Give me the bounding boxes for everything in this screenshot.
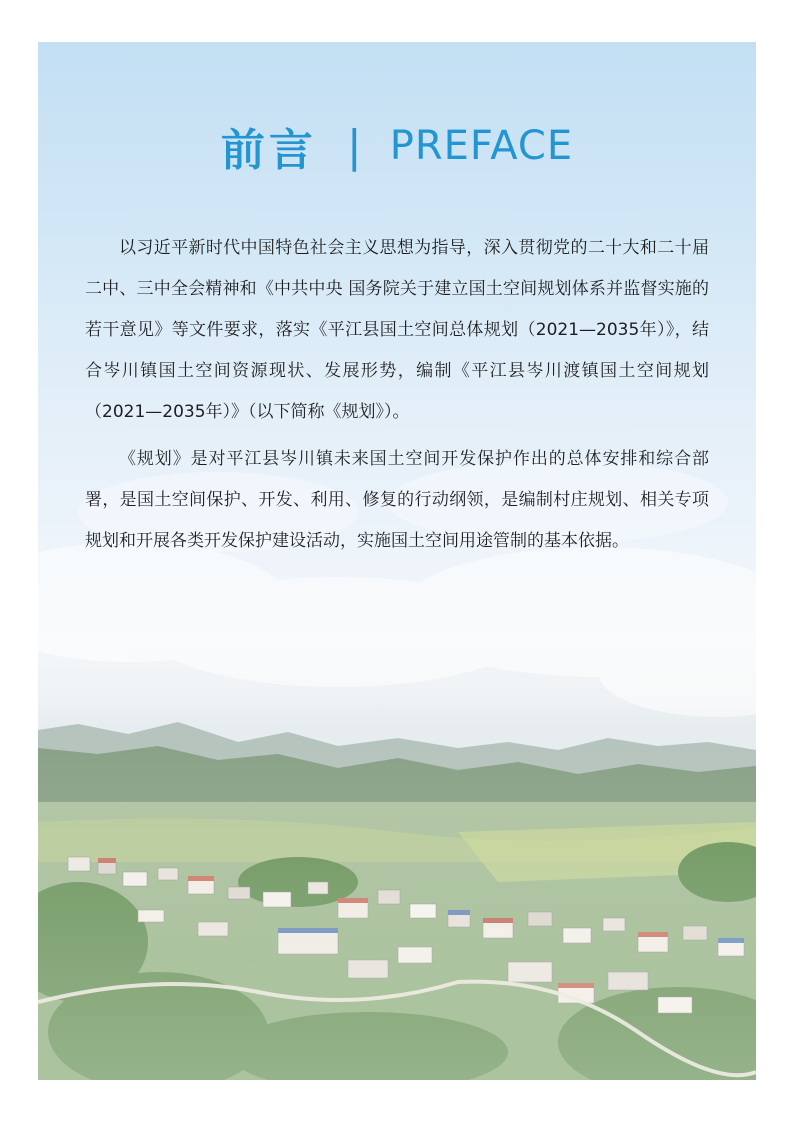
page-title (38, 114, 756, 178)
title-chinese: 前言 (220, 125, 317, 176)
preface-body (85, 228, 709, 568)
title-separator: | (346, 120, 362, 172)
paragraph-1: 以习近平新时代中国特色社会主义思想为指导，深入贯彻党的二十大和二十届二中、三中全会精神和《中共中央 国务院关于建立国土空间规划体系并监督实施的若干意见》等文件要求，落实《平江县国土空间总体规划（2021—2035年）》，结合岑川镇国土空间资源现状、发展形势，编制《平江县岑川渡镇国土空间规划（2021—2035年）》（以下简称《规划》）。 (85, 238, 709, 422)
title-english: PREFACE (389, 123, 574, 169)
paragraph-2: 《规划》是对平江县岑川镇未来国土空间开发保护作出的总体安排和综合部署，是国土空间保护、开发、利用、修复的行动纲领，是编制村庄规划、相关专项规划和开展各类开发保护建设活动，实施国土空间用途管制的基本依据。 (85, 449, 709, 551)
background-panel (38, 42, 756, 1080)
